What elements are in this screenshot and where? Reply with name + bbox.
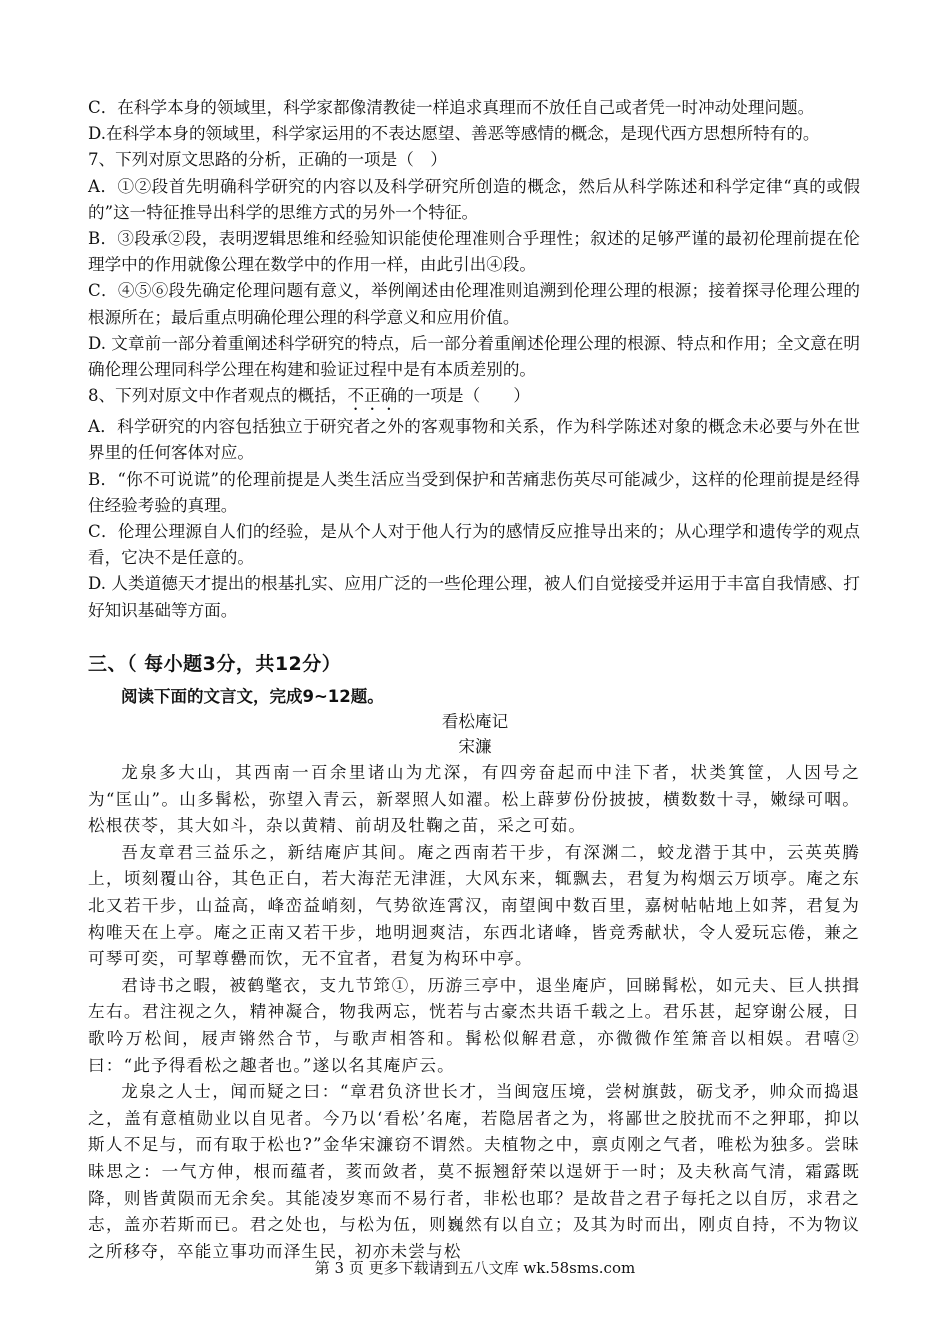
q8-stem-post: 的一项是（ ）	[397, 386, 530, 406]
section-instruction: 阅读下面的文言文，完成9~12题。	[121, 687, 384, 706]
page-footer: 第 3 页 更多下载请到五八文库 wk.58sms.com	[314, 1259, 636, 1277]
passage-paragraph: 龙泉之人士，闻而疑之曰：“章君负济世长才，当闽寇压境，尝树旗鼓，砺戈矛，帅众而捣退之，盖有意植勋业以自见者。今乃以‘看松’名庵，若隐居者之为，将鄙世之胶扰而不之狎耶，抑以斯人不足与，而有取于松也?”金华宋濂窃不谓然。夫植物之中，禀贞刚之气者，唯松为独多。尝昧昧思之：一气方伸，根而蕴者，荄而敛者，莫不振翘舒荣以逞妍于一时；及夫秋高气清，霜露既降，则皆黄陨而无余矣。其能凌岁寒而不易行者，非松也耶？是故昔之君子每托之以自厉，求君之志，盖亦若斯而已。君之处也，与松为伍，则巍然有以自立；及其为时而出，刚贞自持，不为物议之所移夺，卒能立事功而泽生民，初亦未尝与松	[88, 1082, 860, 1261]
q8-option-c: C．伦理公理源自人们的经验，是从个人对于他人行为的感情反应推导出来的；从心理学和遗传学的观点看，它决不是任意的。	[88, 522, 860, 568]
q8-option-d: D. 人类道德天才提出的根基扎实、应用广泛的一些伦理公理，被人们自觉接受并运用于丰富自我情感、打好知识基础等方面。	[88, 574, 860, 620]
q8-stem-pre: 8、下列对原文中作者观点的概括，	[88, 386, 348, 406]
passage-paragraph: 君诗书之暇，被鹤氅衣，支九节筇①，历游三亭中，退坐庵庐，回睇髯松，如元夫、巨人拱揖左右。君注视之久，精神凝合，物我两忘，恍若与古豪杰共语千载之上。君乐甚，起穿谢公屐，日歌吟万松间，屐声锵然合节，与歌声相答和。髯松似解君意，亦微微作笙箫音以相娱。君嘻②曰：“此予得看松之趣者也。”遂以名其庵庐云。	[88, 975, 860, 1075]
q8-option-a: A．科学研究的内容包括独立于研究者之外的客观事物和关系，作为科学陈述对象的概念未必要与外在世界里的任何客体对应。	[88, 417, 860, 463]
q7-option-a: A．①②段首先明确科学研究的内容以及科学研究所创造的概念，然后从科学陈述和科学定律“真的或假的”这一特征推导出科学的思维方式的另外一个特征。	[88, 176, 860, 222]
q7-option-b: B．③段承②段，表明逻辑思维和经验知识能使伦理准则合乎理性；叙述的足够严谨的最初伦理前提在伦理学中的作用就像公理在数学中的作用一样，由此引出④段。	[88, 229, 860, 275]
q7-option-c: C．④⑤⑥段先确定伦理问题有意义，举例阐述由伦理准则追溯到伦理公理的根源；接着探寻伦理公理的根源所在；最后重点明确伦理公理的科学意义和应用价值。	[88, 281, 860, 327]
questions-block	[88, 95, 860, 624]
section-heading: 三、（ 每小题3分，共12分）	[88, 653, 342, 675]
passage-paragraph: 吾友章君三益乐之，新结庵庐其间。庵之西南若干步，有深渊二，蛟龙潜于其中，云英英腾上，顷刻覆山谷，其色正白，若大海茫无津涯，大风东来，辄飘去，君复为构烟云万顷亭。庵之东北又若干步，山益高，峰峦益峭刻，气势欲连霄汉，南望闽中数百里，嘉树帖帖地上如荠，君复为构唯天在上亭。庵之正南又若干步，地明迥爽洁，东西北诸峰，皆竞秀献状，令人爱玩忘倦，兼之可琴可奕，可挈尊罍而饮，无不宜者，君复为构环中亭。	[88, 842, 860, 969]
q8-stem-emphasis: 不正确	[347, 386, 398, 406]
passage-author: 宋濂	[458, 737, 492, 756]
q8-option-b: B．“你不可说谎”的伦理前提是人类生活应当受到保护和苦痛悲伤英尽可能减少，这样的伦理前提是经得住经验考验的真理。	[88, 469, 860, 515]
q7-stem: 7、下列对原文思路的分析，正确的一项是（ ）	[88, 150, 448, 170]
q8-stem	[88, 383, 860, 414]
passage-title: 看松庵记	[441, 712, 509, 731]
passage-body	[88, 760, 860, 1265]
q7-option-d: D. 文章前一部分着重阐述科学研究的特点，后一部分着重阐述伦理公理的根源、特点和作用；全文意在明确伦理公理同科学公理在构建和验证过程中是有本质差别的。	[88, 333, 860, 380]
q6-option-d: D.在科学本身的领域里，科学家运用的不表达愿望、善恶等感情的概念，是现代西方思想所特有的。	[88, 124, 820, 144]
passage-paragraph: 龙泉多大山，其西南一百余里诸山为尤深，有四旁奋起而中洼下者，状类箕筐，人因号之为“匡山”。山多髯松，弥望入青云，新翠照人如濯。松上薜萝份份披披，横数数十寻，嫩绿可咽。松根茯苓，其大如斗，杂以黄精、前胡及牡鞠之苗，采之可茹。	[88, 763, 860, 836]
q6-option-c: C．在科学本身的领域里，科学家都像清教徒一样追求真理而不放任自己或者凭一时冲动处理问题。	[88, 98, 815, 117]
